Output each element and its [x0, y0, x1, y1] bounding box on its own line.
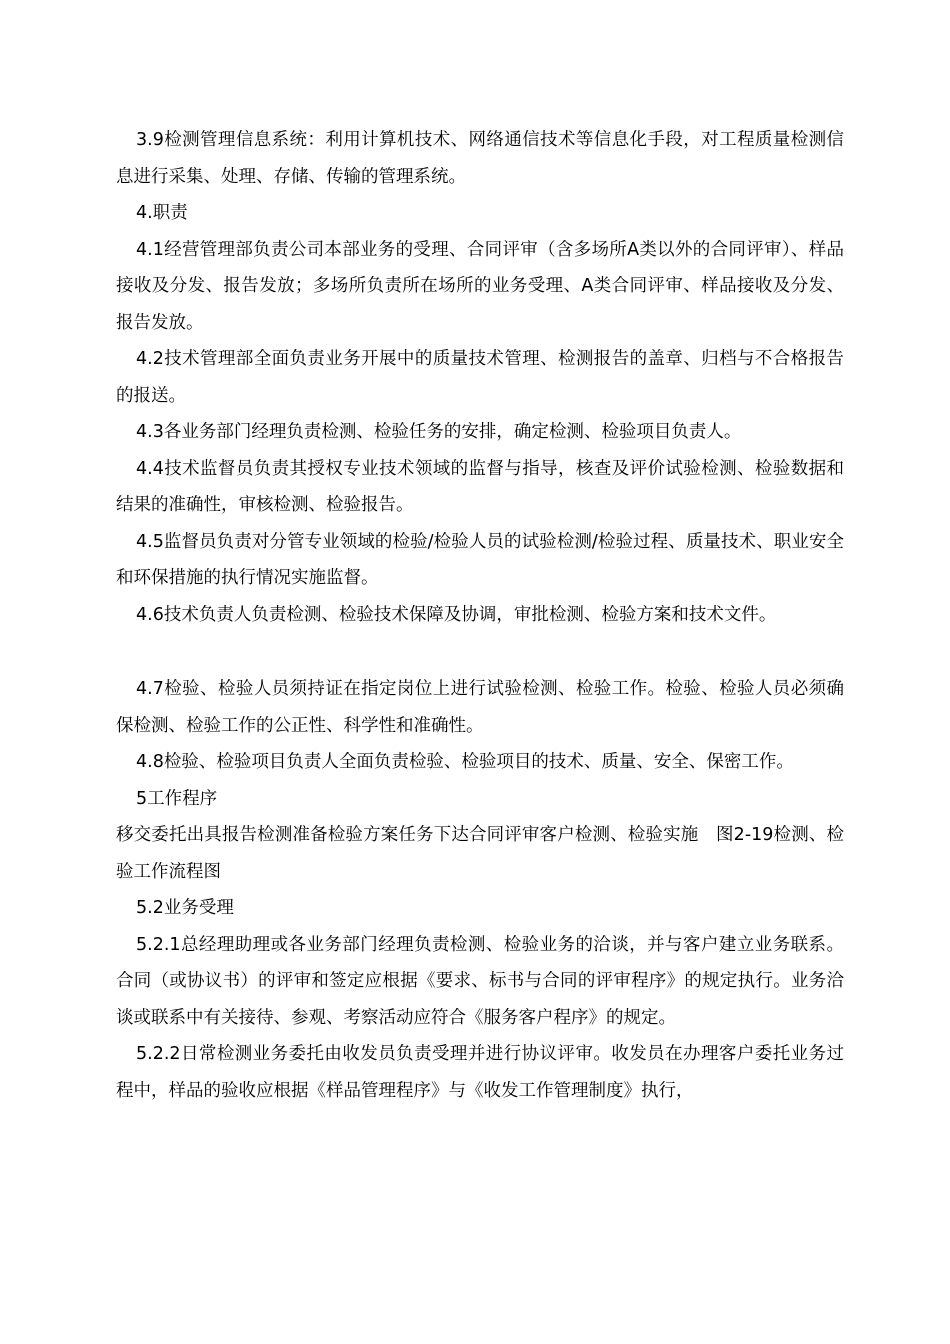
paragraph-4-8: 4.8检验、检验项目负责人全面负责检验、检验项目的技术、质量、安全、保密工作。 [136, 752, 794, 772]
paragraph-5-2-1: 5.2.1总经理助理或各业务部门经理负责检测、检验业务的洽谈，并与客户建立业务联系。合同（或协议书）的评审和签定应根据《要求、标书与合同的评审程序》的规定执行。业务洽谈或联系中有关接待、参观、考察活动应符合《服务客户程序》的规定。 [116, 934, 844, 1028]
paragraph-4-5: 4.5监督员负责对分管专业领域的检验/检验人员的试验检测/检验过程、质量技术、职业安全和环保措施的执行情况实施监督。 [116, 531, 844, 588]
document-body [116, 122, 844, 1109]
paragraph-3-9: 3.9检测管理信息系统：利用计算机技术、网络通信技术等信息化手段，对工程质量检测信息进行采集、处理、存储、传输的管理系统。 [116, 130, 844, 187]
paragraph-4-7: 4.7检验、检验人员须持证在指定岗位上进行试验检测、检验工作。检验、检验人员必须确保检测、检验工作的公正性、科学性和准确性。 [116, 679, 844, 736]
heading-4-responsibilities: 4.职责 [136, 203, 188, 223]
paragraph-4-2: 4.2技术管理部全面负责业务开展中的质量技术管理、检测报告的盖章、归档与不合格报告的报送。 [116, 349, 844, 406]
paragraph-4-6: 4.6技术负责人负责检测、检验技术保障及协调，审批检测、检验方案和技术文件。 [136, 604, 777, 625]
paragraph-4-4: 4.4技术监督员负责其授权专业技术领域的监督与指导，核查及评价试验检测、检验数据和结果的准确性，审核检测、检验报告。 [116, 458, 844, 515]
heading-5-2-business-acceptance: 5.2业务受理 [136, 898, 234, 918]
heading-5-work-procedure: 5工作程序 [136, 788, 218, 809]
paragraph-5-2-2: 5.2.2日常检测业务委托由收发员负责受理并进行协议评审。收发员在办理客户委托业务过程中，样品的验收应根据《样品管理程序》与《收发工作管理制度》执行， [116, 1044, 844, 1101]
paragraph-4-3: 4.3各业务部门经理负责检测、检验任务的安排，确定检测、检验项目负责人。 [136, 422, 742, 442]
flowchart-caption: 移交委托出具报告检测准备检验方案任务下达合同评审客户检测、检验实施 图2-19检测、检验工作流程图 [116, 825, 844, 882]
paragraph-4-1: 4.1经营管理部负责公司本部业务的受理、合同评审（含多场所A类以外的合同评审）、样品接收及分发、报告发放；多场所负责所在场所的业务受理、A类合同评审、样品接收及分发、报告发放。 [116, 239, 844, 333]
